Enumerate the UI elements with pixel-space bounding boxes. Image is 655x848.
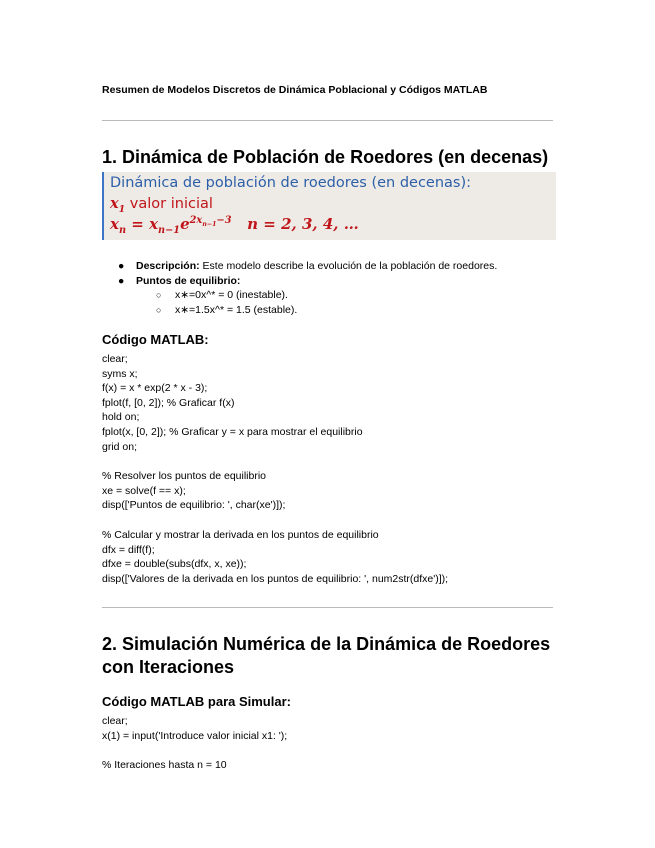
list-item [118,274,241,289]
code-block: % Iteraciones hasta n = 10 [102,759,227,771]
equation-recurrence: $x_n = x_{n-1}e^{2x_{n-1}-3}$ n = 2, 3, 4, … [110,215,359,236]
section-1-heading: 1. Dinámica de Población de Roedores (en decenas) [102,147,549,167]
code-block: % Resolver los puntos de equilibrio xe = solve(f == x); disp(['Puntos de equilibrio: ', char(xe')]); [102,470,286,512]
equilibrium-label: Puntos de equilibrio: [136,274,241,287]
circle-bullet-icon: ○ [156,304,162,315]
equilibrium-item: x∗=0x^* = 0 (inestable). [175,289,288,301]
code-block: clear; x(1) = input('Introduce valor inicial x1: '); [102,715,288,742]
code-heading: Código MATLAB para Simular: [102,694,291,709]
code-block: % Calcular y mostrar la derivada en los puntos de equilibrio dfx = diff(f); dfxe = double(subs(dfx, x, xe)); disp(['Valores de la derivada en los puntos de equilibrio: ', num2str(dfxe')]); [102,529,449,585]
section-2-heading-line-2: con Iteraciones [102,657,235,677]
description-text: Este modelo describe la evolución de la población de roedores. [199,260,498,272]
document-title: Resumen de Modelos Discretos de Dinámica Poblacional y Códigos MATLAB [102,84,488,96]
equation-image [102,172,556,240]
divider [102,120,553,121]
description-list [118,259,498,317]
code-heading: Código MATLAB: [102,332,209,347]
list-item [118,259,498,274]
bullet-icon: ● [118,274,125,287]
equation-initial-value: $x_1$ valor inicial [110,195,213,215]
circle-bullet-icon: ○ [156,290,162,300]
bullet-icon: ● [118,260,125,272]
description-label: Descripción: [136,260,200,272]
section-2-heading-line-1: 2. Simulación Numérica de la Dinámica de Roedores [102,634,551,654]
code-block: clear; syms x; f(x) = x * exp(2 * x - 3); fplot(f, [0, 2]); % Graficar f(x) hold on; fplot(x, [0, 2]); % Graficar y = x para mostrar el equilibrio grid on; [102,353,363,453]
divider [102,607,553,608]
equation-title: Dinámica de población de roedores (en decenas): [110,175,472,191]
equilibrium-item: x∗=1.5x^* = 1.5 (estable). [175,303,298,316]
